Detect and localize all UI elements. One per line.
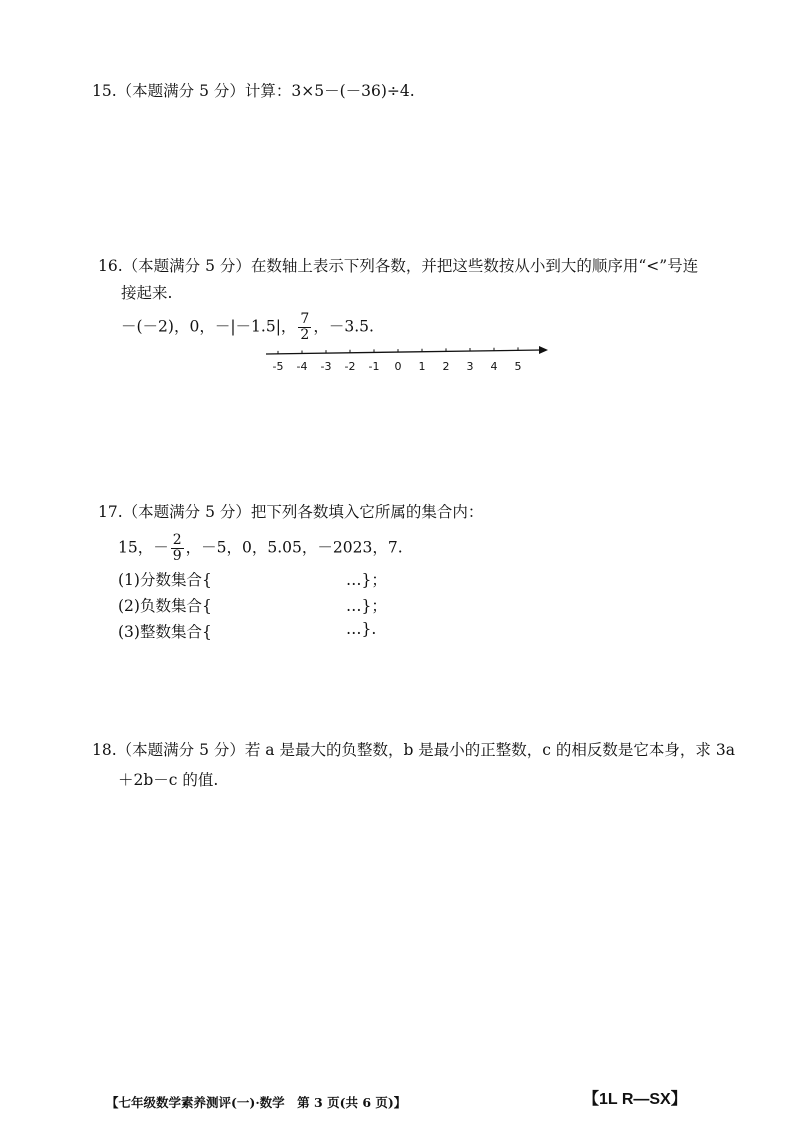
axis-tick-label: 4	[490, 360, 498, 373]
set-label: (3)整数集合{	[118, 623, 212, 641]
set-row-fractions	[118, 568, 387, 590]
question-16-line-1: 16.（本题满分 5 分）在数轴上表示下列各数，并把这些数按从小到大的顺序用“<”号连	[98, 257, 699, 275]
axis-tick-label: -2	[344, 360, 356, 373]
axis-tick-label: -5	[272, 360, 284, 373]
numbers-suffix: ，－5，0，5.05，－2023，7.	[185, 538, 403, 557]
numbers-prefix: 15，－	[118, 538, 169, 557]
question-17-numbers	[118, 533, 403, 564]
fraction-denominator: 2	[300, 327, 310, 343]
page-footer: 【七年级数学素养测评(一)·数学 第 3 页(共 6 页)】	[106, 1095, 407, 1110]
set-end: …}；	[346, 597, 387, 615]
question-17-line-1: 17.（本题满分 5 分）把下列各数填入它所属的集合内：	[98, 503, 484, 521]
exam-code: 【1L R—SX】	[583, 1091, 687, 1108]
set-row-integers	[118, 620, 377, 642]
fraction-numerator: 7	[300, 311, 310, 327]
set-row-negatives	[118, 594, 387, 616]
set-label: (2)负数集合{	[118, 597, 212, 615]
fraction-numerator: 2	[172, 532, 182, 548]
number-line	[0, 336, 794, 396]
axis-tick-label: -1	[368, 360, 380, 373]
question-16-line-2: 接起来.	[121, 284, 173, 302]
fraction-denominator: 9	[172, 548, 182, 564]
set-end: …}；	[346, 571, 387, 589]
set-label: (1)分数集合{	[118, 571, 212, 589]
axis-tick-label: 1	[418, 360, 426, 373]
axis-tick-label: 0	[394, 360, 402, 373]
question-18-line-2: ＋2b－c 的值.	[118, 771, 219, 789]
axis-tick-label: 3	[466, 360, 474, 373]
question-15: 15.（本题满分 5 分）计算：3×5－(－36)÷4.	[92, 82, 415, 100]
fraction-two-ninths	[171, 533, 184, 564]
axis-arrow-icon	[539, 346, 548, 354]
axis-tick-label: 5	[514, 360, 522, 373]
axis-tick-label: -3	[320, 360, 332, 373]
axis-tick-label: 2	[442, 360, 450, 373]
axis-line	[266, 350, 542, 354]
axis-tick-label: -4	[296, 360, 308, 373]
numbers-prefix: －(－2)，0，－|－1.5|，	[121, 317, 297, 336]
set-end: …}.	[346, 620, 377, 638]
numbers-suffix: ，－3.5.	[313, 317, 374, 336]
question-18-line-1: 18.（本题满分 5 分）若 a 是最大的负整数，b 是最小的正整数，c 的相反数是它本身，求 3a	[92, 741, 735, 759]
